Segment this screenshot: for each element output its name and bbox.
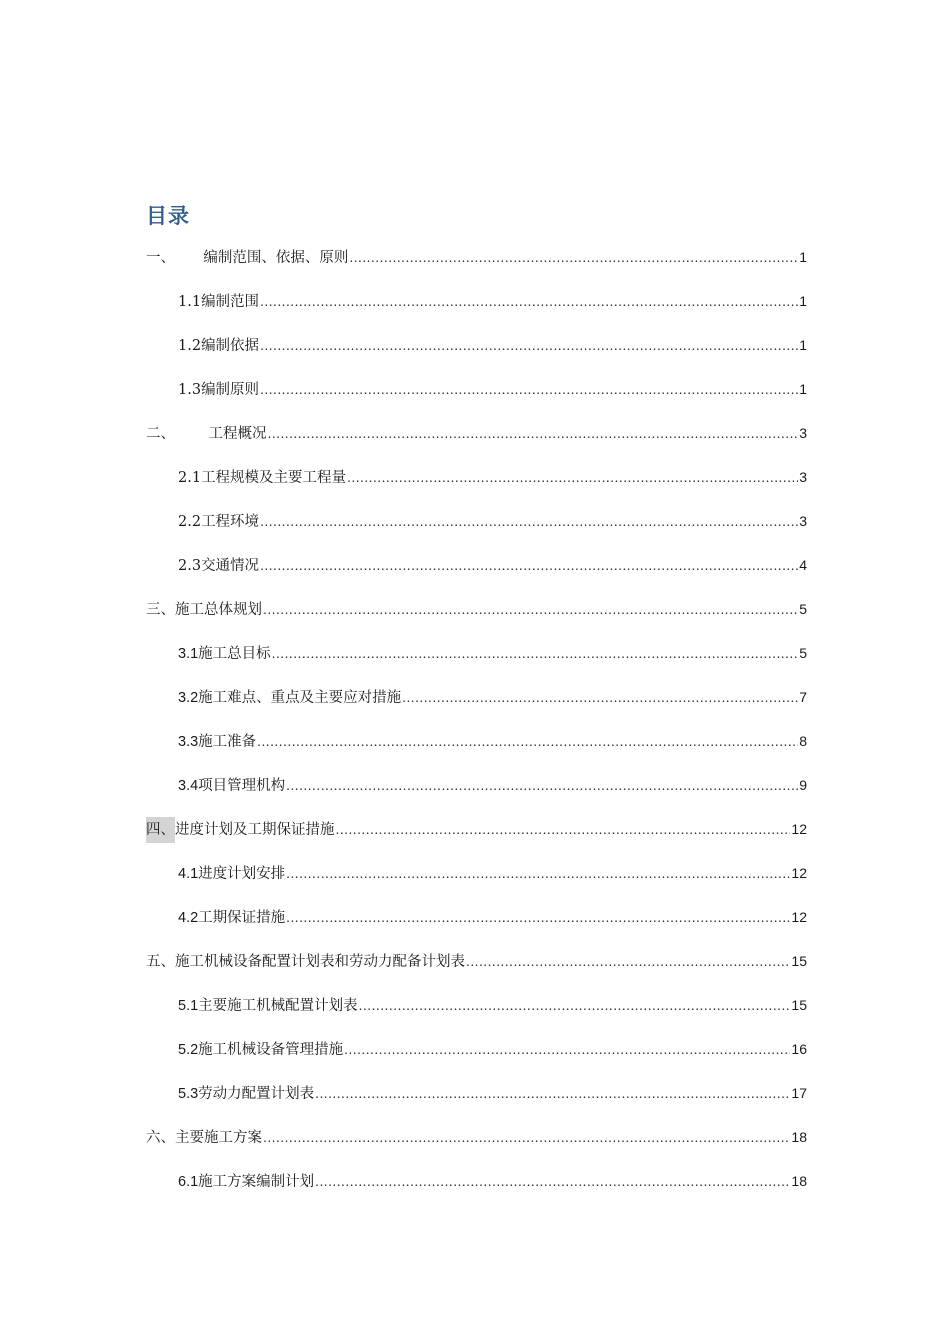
toc-entry-chapter-5[interactable] xyxy=(146,420,807,464)
toc-dot-leader xyxy=(344,1037,790,1063)
toc-entry-number: 4.1 xyxy=(178,866,199,882)
toc-dot-leader xyxy=(286,861,790,887)
toc-page-number: 4 xyxy=(799,557,807,573)
toc-entry-13[interactable] xyxy=(146,376,807,420)
toc-entry-label: 主要施工机械配置计划表 xyxy=(198,998,358,1014)
toc-entry-number: 3.2 xyxy=(178,690,199,706)
toc-entry-number: 5.1 xyxy=(178,998,199,1014)
toc-entry-42[interactable] xyxy=(146,904,807,948)
toc-entry-label: 劳动力配置计划表 xyxy=(198,1086,315,1102)
toc-entry-label: 编制依据 xyxy=(201,338,260,354)
toc-entry-33[interactable] xyxy=(146,728,807,772)
toc-page-number: 17 xyxy=(791,1085,807,1101)
toc-dot-leader xyxy=(347,465,798,491)
toc-entry-label: 编制范围 xyxy=(201,294,260,310)
toc-page-number: 16 xyxy=(791,1041,807,1057)
toc-entry-label: 施工总目标 xyxy=(198,646,271,662)
toc-dot-leader xyxy=(359,993,791,1019)
toc-dot-leader xyxy=(286,773,798,799)
toc-entry-53[interactable] xyxy=(146,1080,807,1124)
toc-entry-chapter-14[interactable] xyxy=(146,816,807,860)
toc-entry-34[interactable] xyxy=(146,772,807,816)
toc-entry-number: 1.2 xyxy=(178,338,202,354)
toc-page-number: 3 xyxy=(799,469,807,485)
toc-entry-label: 交通情况 xyxy=(201,558,260,574)
toc-entry-number: 2.1 xyxy=(178,470,202,486)
toc-page-number: 9 xyxy=(799,777,807,793)
toc-entry-number: 三、 xyxy=(146,602,175,618)
toc-dot-leader xyxy=(286,905,790,931)
toc-entry-number: 六、 xyxy=(146,1130,175,1146)
toc-page-number: 18 xyxy=(791,1173,807,1189)
toc-entry-label: 主要施工方案 xyxy=(175,1130,262,1146)
toc-page-number: 7 xyxy=(799,689,807,705)
toc-page-number: 1 xyxy=(799,337,807,353)
toc-entry-11[interactable] xyxy=(146,288,807,332)
toc-entry-number: 3.4 xyxy=(178,778,199,794)
toc-page-number: 8 xyxy=(799,733,807,749)
toc-page-number: 1 xyxy=(799,293,807,309)
toc-entry-number: 3.1 xyxy=(178,646,199,662)
toc-entry-label: 施工机械设备配置计划表和劳动力配备计划表 xyxy=(175,954,465,970)
toc-entry-number: 1.1 xyxy=(178,294,202,310)
toc-entry-number: 6.1 xyxy=(178,1174,199,1190)
toc-page-number: 5 xyxy=(799,601,807,617)
toc-entry-51[interactable] xyxy=(146,992,807,1036)
toc-dot-leader xyxy=(263,1125,790,1151)
toc-page-number: 1 xyxy=(799,381,807,397)
toc-entry-number: 5.2 xyxy=(178,1042,199,1058)
toc-page-number: 15 xyxy=(791,997,807,1013)
toc-dot-leader xyxy=(272,641,799,667)
toc-page-number: 15 xyxy=(791,953,807,969)
toc-dot-leader xyxy=(268,421,799,447)
toc-dot-leader xyxy=(260,333,798,359)
toc-dot-leader xyxy=(336,817,791,843)
toc-entry-chapter-17[interactable] xyxy=(146,948,807,992)
toc-entry-number: 2.2 xyxy=(178,514,202,530)
toc-page-number: 1 xyxy=(799,249,807,265)
toc-dot-leader xyxy=(260,377,798,403)
toc-dot-leader xyxy=(260,509,798,535)
toc-page-number: 18 xyxy=(791,1129,807,1145)
toc-entry-32[interactable] xyxy=(146,684,807,728)
toc-page-number: 12 xyxy=(791,909,807,925)
toc-entry-23[interactable] xyxy=(146,552,807,596)
toc-dot-leader xyxy=(402,685,798,711)
toc-title: 目录 xyxy=(146,204,190,228)
toc-entry-label: 施工机械设备管理措施 xyxy=(198,1042,344,1058)
toc-entry-label: 工程环境 xyxy=(201,514,260,530)
toc-entry-number: 2.3 xyxy=(178,558,202,574)
toc-entry-label: 工程规模及主要工程量 xyxy=(201,470,347,486)
toc-entry-number: 4.2 xyxy=(178,910,199,926)
toc-entry-21[interactable] xyxy=(146,464,807,508)
toc-dot-leader xyxy=(257,729,798,755)
toc-entry-label: 编制范围、依据、原则 xyxy=(203,250,349,266)
toc-entry-52[interactable] xyxy=(146,1036,807,1080)
toc-dot-leader xyxy=(315,1081,790,1107)
toc-entry-number: 一、 xyxy=(146,250,175,266)
toc-dot-leader xyxy=(260,553,798,579)
toc-entry-number: 二、 xyxy=(146,426,175,442)
toc-page-number: 12 xyxy=(791,821,807,837)
toc-entry-chapter-9[interactable] xyxy=(146,596,807,640)
toc-entry-31[interactable] xyxy=(146,640,807,684)
toc-entry-label: 项目管理机构 xyxy=(198,778,286,794)
toc-dot-leader xyxy=(466,949,790,975)
toc-entry-41[interactable] xyxy=(146,860,807,904)
toc-dot-leader xyxy=(263,597,798,623)
toc-entry-label: 施工难点、重点及主要应对措施 xyxy=(198,690,402,706)
toc-entry-number: 五、 xyxy=(146,954,175,970)
toc-entry-number: 5.3 xyxy=(178,1086,199,1102)
toc-entry-22[interactable] xyxy=(146,508,807,552)
toc-entry-61[interactable] xyxy=(146,1168,807,1212)
toc-page-number: 12 xyxy=(791,865,807,881)
toc-entry-label: 进度计划安排 xyxy=(198,866,286,882)
toc-entry-label: 施工方案编制计划 xyxy=(198,1174,315,1190)
toc-dot-leader xyxy=(260,289,798,315)
toc-page-number: 3 xyxy=(799,513,807,529)
toc-list xyxy=(146,244,807,1212)
toc-page-number: 3 xyxy=(799,425,807,441)
toc-page-number: 5 xyxy=(799,645,807,661)
toc-entry-label: 进度计划及工期保证措施 xyxy=(175,822,335,838)
toc-entry-number: 3.3 xyxy=(178,734,199,750)
toc-entry-label: 编制原则 xyxy=(201,382,260,398)
toc-entry-chapter-21[interactable] xyxy=(146,1124,807,1168)
toc-dot-leader xyxy=(349,245,798,271)
toc-entry-label: 工期保证措施 xyxy=(198,910,286,926)
toc-entry-chapter-1[interactable] xyxy=(146,244,807,288)
toc-entry-label: 施工总体规划 xyxy=(175,602,262,618)
toc-entry-number: 1.3 xyxy=(178,382,202,398)
toc-entry-12[interactable] xyxy=(146,332,807,376)
toc-entry-label: 工程概况 xyxy=(208,426,267,442)
toc-entry-label: 施工准备 xyxy=(198,734,257,750)
toc-entry-number: 四、 xyxy=(146,817,175,843)
toc-dot-leader xyxy=(315,1169,790,1195)
